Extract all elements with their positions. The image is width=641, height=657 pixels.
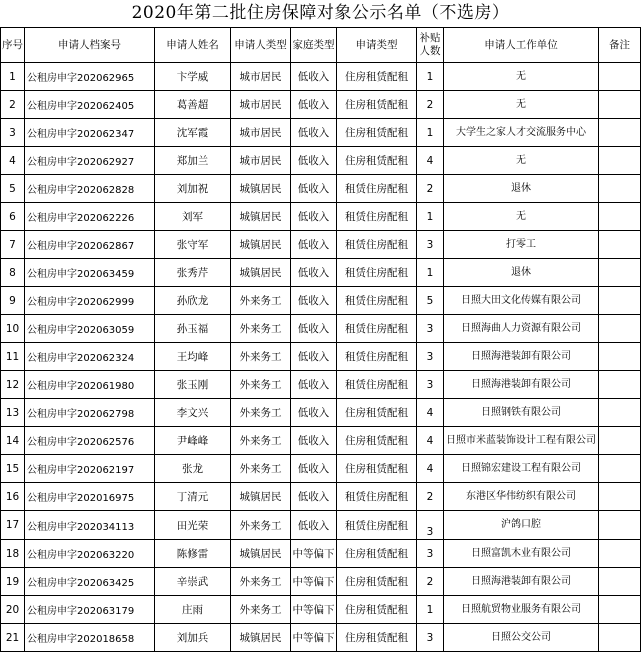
applicant-name-cell: 葛善超	[155, 91, 231, 119]
application-type-cell: 租赁住房配租	[337, 203, 417, 231]
application-type-cell: 租赁住房配租	[337, 287, 417, 315]
work-unit-cell: 大学生之家人才交流服务中心	[444, 119, 599, 147]
applicant-type-cell: 城市居民	[231, 119, 291, 147]
file-number-cell: 公租房申字202062347	[25, 119, 155, 147]
applicant-name-cell: 孙欣龙	[155, 287, 231, 315]
header-cell: 申请人档案号	[25, 28, 155, 63]
applicant-type-cell: 外来务工	[231, 427, 291, 455]
row-number-cell: 16	[1, 483, 25, 511]
remark-cell	[599, 596, 641, 624]
applicant-type-cell: 外来务工	[231, 315, 291, 343]
subsidy-count-cell: 1	[417, 259, 444, 287]
work-unit-cell: 退休	[444, 259, 599, 287]
family-type-cell: 中等偏下	[291, 596, 337, 624]
file-number-cell: 公租房申字202062324	[25, 343, 155, 371]
application-type-cell: 住房租赁配租	[337, 455, 417, 483]
application-type-cell: 住房租赁配租	[337, 596, 417, 624]
row-number-cell: 18	[1, 540, 25, 568]
file-number-cell: 公租房申字202061980	[25, 371, 155, 399]
application-type-cell: 租赁住房配租	[337, 511, 417, 540]
work-unit-cell: 打零工	[444, 231, 599, 259]
work-unit-cell: 东港区华伟纺织有限公司	[444, 483, 599, 511]
application-type-cell: 住房租赁配租	[337, 540, 417, 568]
row-number-cell: 4	[1, 147, 25, 175]
table-row	[1, 119, 641, 147]
subsidy-count-cell: 3	[417, 540, 444, 568]
subsidy-count-cell: 5	[417, 287, 444, 315]
applicant-type-cell: 城镇居民	[231, 231, 291, 259]
applicant-name-cell: 张玉刚	[155, 371, 231, 399]
applicant-name-cell: 刘加祝	[155, 175, 231, 203]
work-unit-cell: 日照富凯木业有限公司	[444, 540, 599, 568]
remark-cell	[599, 231, 641, 259]
subsidy-count-cell: 3	[417, 231, 444, 259]
row-number-cell: 1	[1, 63, 25, 91]
applicant-type-cell: 外来务工	[231, 287, 291, 315]
family-type-cell: 低收入	[291, 203, 337, 231]
header-cell: 申请类型	[337, 28, 417, 63]
work-unit-cell: 无	[444, 203, 599, 231]
applicant-type-cell: 城镇居民	[231, 483, 291, 511]
header-cell: 申请人工作单位	[444, 28, 599, 63]
header-cell: 补贴人数	[417, 28, 444, 63]
file-number-cell: 公租房申字202034113	[25, 511, 155, 540]
remark-cell	[599, 483, 641, 511]
file-number-cell: 公租房申字202063220	[25, 540, 155, 568]
remark-cell	[599, 175, 641, 203]
applicant-type-cell: 城市居民	[231, 147, 291, 175]
applicant-name-cell: 刘加兵	[155, 624, 231, 652]
row-number-cell: 2	[1, 91, 25, 119]
family-type-cell: 低收入	[291, 91, 337, 119]
work-unit-cell: 无	[444, 63, 599, 91]
work-unit-cell: 无	[444, 147, 599, 175]
file-number-cell: 公租房申字202063059	[25, 315, 155, 343]
family-type-cell: 低收入	[291, 63, 337, 91]
applicant-name-cell: 王均峰	[155, 343, 231, 371]
applicant-name-cell: 孙玉福	[155, 315, 231, 343]
application-type-cell: 住房租赁配租	[337, 568, 417, 596]
table-row	[1, 91, 641, 119]
work-unit-cell: 日照海港装卸有限公司	[444, 568, 599, 596]
family-type-cell: 低收入	[291, 259, 337, 287]
application-type-cell: 租赁住房配租	[337, 231, 417, 259]
table-row	[1, 511, 641, 540]
row-number-cell: 7	[1, 231, 25, 259]
subsidy-count-cell: 3	[417, 624, 444, 652]
table-row	[1, 63, 641, 91]
header-cell: 申请人姓名	[155, 28, 231, 63]
applicant-name-cell: 刘军	[155, 203, 231, 231]
row-number-cell: 21	[1, 624, 25, 652]
subsidy-count-cell: 4	[417, 147, 444, 175]
family-type-cell: 低收入	[291, 231, 337, 259]
family-type-cell: 低收入	[291, 371, 337, 399]
remark-cell	[599, 119, 641, 147]
application-type-cell: 租赁住房配租	[337, 259, 417, 287]
applicant-name-cell: 沈军霞	[155, 119, 231, 147]
application-type-cell: 租赁住房配租	[337, 343, 417, 371]
remark-cell	[599, 540, 641, 568]
application-type-cell: 租赁住房配租	[337, 483, 417, 511]
applicant-name-cell: 丁清元	[155, 483, 231, 511]
row-number-cell: 15	[1, 455, 25, 483]
work-unit-cell: 日照海港装卸有限公司	[444, 371, 599, 399]
work-unit-cell: 日照锦宏建设工程有限公司	[444, 455, 599, 483]
application-type-cell: 住房租赁配租	[337, 147, 417, 175]
file-number-cell: 公租房申字202063425	[25, 568, 155, 596]
family-type-cell: 中等偏下	[291, 624, 337, 652]
header-row	[1, 28, 641, 63]
applicant-type-cell: 外来务工	[231, 399, 291, 427]
applicant-type-cell: 外来务工	[231, 371, 291, 399]
row-number-cell: 14	[1, 427, 25, 455]
remark-cell	[599, 427, 641, 455]
applicant-name-cell: 辛崇武	[155, 568, 231, 596]
file-number-cell: 公租房申字202018658	[25, 624, 155, 652]
row-number-cell: 11	[1, 343, 25, 371]
family-type-cell: 中等偏下	[291, 568, 337, 596]
application-type-cell: 租赁住房配租	[337, 315, 417, 343]
row-number-cell: 3	[1, 119, 25, 147]
remark-cell	[599, 287, 641, 315]
remark-cell	[599, 63, 641, 91]
table-row	[1, 371, 641, 399]
work-unit-cell: 日照钢铁有限公司	[444, 399, 599, 427]
work-unit-cell: 日照公交公司	[444, 624, 599, 652]
row-number-cell: 9	[1, 287, 25, 315]
application-type-cell: 住房租赁配租	[337, 119, 417, 147]
applicant-type-cell: 外来务工	[231, 596, 291, 624]
row-number-cell: 10	[1, 315, 25, 343]
file-number-cell: 公租房申字202062226	[25, 203, 155, 231]
file-number-cell: 公租房申字202062798	[25, 399, 155, 427]
subsidy-count-cell: 2	[417, 175, 444, 203]
work-unit-cell: 日照市米蓝装饰设计工程有限公司	[444, 427, 599, 455]
subsidy-count-cell: 4	[417, 427, 444, 455]
subsidy-count-cell: 3	[417, 511, 444, 540]
table-row	[1, 343, 641, 371]
subsidy-count-cell: 4	[417, 399, 444, 427]
file-number-cell: 公租房申字202062965	[25, 63, 155, 91]
applicant-type-cell: 城市居民	[231, 91, 291, 119]
applicant-table	[0, 27, 641, 652]
applicant-name-cell: 张守军	[155, 231, 231, 259]
remark-cell	[599, 511, 641, 540]
family-type-cell: 低收入	[291, 455, 337, 483]
table-row	[1, 287, 641, 315]
application-type-cell: 住房租赁配租	[337, 63, 417, 91]
file-number-cell: 公租房申字202062927	[25, 147, 155, 175]
applicant-type-cell: 外来务工	[231, 455, 291, 483]
family-type-cell: 低收入	[291, 343, 337, 371]
file-number-cell: 公租房申字202062197	[25, 455, 155, 483]
page-title: 2020年第二批住房保障对象公示名单（不选房）	[131, 3, 510, 23]
file-number-cell: 公租房申字202062999	[25, 287, 155, 315]
header-cell: 家庭类型	[291, 28, 337, 63]
row-number-cell: 19	[1, 568, 25, 596]
header-cell: 备注	[599, 28, 641, 63]
row-number-cell: 8	[1, 259, 25, 287]
work-unit-cell: 日照大田文化传媒有限公司	[444, 287, 599, 315]
row-number-cell: 6	[1, 203, 25, 231]
work-unit-cell: 无	[444, 91, 599, 119]
table-row	[1, 427, 641, 455]
subsidy-count-cell: 2	[417, 91, 444, 119]
applicant-type-cell: 城镇居民	[231, 624, 291, 652]
family-type-cell: 低收入	[291, 511, 337, 540]
work-unit-cell: 日照海曲人力资源有限公司	[444, 315, 599, 343]
remark-cell	[599, 315, 641, 343]
applicant-name-cell: 张秀芹	[155, 259, 231, 287]
remark-cell	[599, 371, 641, 399]
application-type-cell: 住房租赁配租	[337, 91, 417, 119]
header-cell: 申请人类型	[231, 28, 291, 63]
subsidy-count-cell: 3	[417, 371, 444, 399]
subsidy-count-cell: 1	[417, 63, 444, 91]
applicant-name-cell: 田光荣	[155, 511, 231, 540]
applicant-name-cell: 庄雨	[155, 596, 231, 624]
row-number-cell: 13	[1, 399, 25, 427]
remark-cell	[599, 203, 641, 231]
family-type-cell: 中等偏下	[291, 540, 337, 568]
applicant-type-cell: 外来务工	[231, 511, 291, 540]
applicant-name-cell: 陈修雷	[155, 540, 231, 568]
file-number-cell: 公租房申字202062828	[25, 175, 155, 203]
remark-cell	[599, 568, 641, 596]
applicant-type-cell: 城镇居民	[231, 540, 291, 568]
row-number-cell: 12	[1, 371, 25, 399]
file-number-cell: 公租房申字202062405	[25, 91, 155, 119]
subsidy-count-cell: 1	[417, 203, 444, 231]
applicant-type-cell: 外来务工	[231, 568, 291, 596]
application-type-cell: 租赁住房配租	[337, 371, 417, 399]
subsidy-count-cell: 4	[417, 455, 444, 483]
family-type-cell: 低收入	[291, 483, 337, 511]
applicant-type-cell: 外来务工	[231, 343, 291, 371]
subsidy-count-cell: 1	[417, 119, 444, 147]
application-type-cell: 住房租赁配租	[337, 624, 417, 652]
file-number-cell: 公租房申字202063179	[25, 596, 155, 624]
table-row	[1, 568, 641, 596]
family-type-cell: 低收入	[291, 315, 337, 343]
applicant-name-cell: 尹峰峰	[155, 427, 231, 455]
work-unit-cell: 日照海港装卸有限公司	[444, 343, 599, 371]
remark-cell	[599, 147, 641, 175]
table-row	[1, 399, 641, 427]
subsidy-count-cell: 3	[417, 315, 444, 343]
applicant-name-cell: 李文兴	[155, 399, 231, 427]
applicant-type-cell: 城市居民	[231, 63, 291, 91]
remark-cell	[599, 259, 641, 287]
family-type-cell: 低收入	[291, 399, 337, 427]
remark-cell	[599, 91, 641, 119]
subsidy-count-cell: 3	[417, 343, 444, 371]
subsidy-count-cell: 2	[417, 483, 444, 511]
row-number-cell: 5	[1, 175, 25, 203]
applicant-type-cell: 城镇居民	[231, 203, 291, 231]
table-row	[1, 483, 641, 511]
work-unit-cell: 日照航贸物业服务有限公司	[444, 596, 599, 624]
table-row	[1, 231, 641, 259]
family-type-cell: 低收入	[291, 427, 337, 455]
remark-cell	[599, 455, 641, 483]
table-row	[1, 455, 641, 483]
remark-cell	[599, 343, 641, 371]
applicant-type-cell: 城镇居民	[231, 259, 291, 287]
work-unit-cell: 沪鸽口腔	[444, 511, 599, 540]
application-type-cell: 住房租赁配租	[337, 399, 417, 427]
row-number-cell: 20	[1, 596, 25, 624]
table-row	[1, 203, 641, 231]
remark-cell	[599, 399, 641, 427]
family-type-cell: 低收入	[291, 175, 337, 203]
table-row	[1, 596, 641, 624]
family-type-cell: 低收入	[291, 287, 337, 315]
file-number-cell: 公租房申字202063459	[25, 259, 155, 287]
table-row	[1, 147, 641, 175]
subsidy-count-cell: 2	[417, 568, 444, 596]
applicant-name-cell: 卞学威	[155, 63, 231, 91]
file-number-cell: 公租房申字202062867	[25, 231, 155, 259]
applicant-type-cell: 城镇居民	[231, 175, 291, 203]
file-number-cell: 公租房申字202016975	[25, 483, 155, 511]
applicant-name-cell: 张龙	[155, 455, 231, 483]
table-row	[1, 259, 641, 287]
row-number-cell: 17	[1, 511, 25, 540]
table-row	[1, 175, 641, 203]
remark-cell	[599, 624, 641, 652]
subsidy-count-cell: 1	[417, 596, 444, 624]
application-type-cell: 住房租赁配租	[337, 427, 417, 455]
table-row	[1, 315, 641, 343]
header-cell: 序号	[1, 28, 25, 63]
table-row	[1, 540, 641, 568]
applicant-name-cell: 郑加兰	[155, 147, 231, 175]
work-unit-cell: 退休	[444, 175, 599, 203]
family-type-cell: 低收入	[291, 119, 337, 147]
table-row	[1, 624, 641, 652]
family-type-cell: 低收入	[291, 147, 337, 175]
application-type-cell: 租赁住房配租	[337, 175, 417, 203]
file-number-cell: 公租房申字202062576	[25, 427, 155, 455]
